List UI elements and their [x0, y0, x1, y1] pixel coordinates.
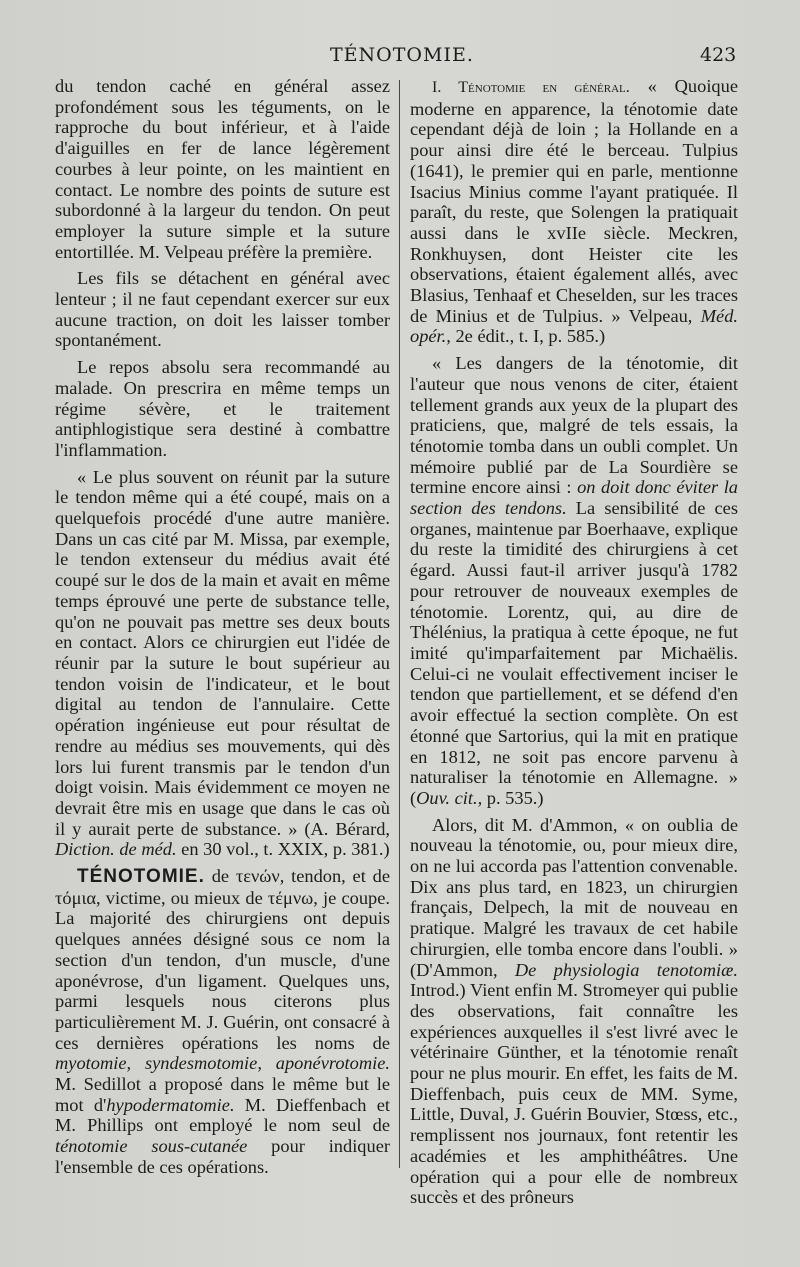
paragraph-text: « Les dangers de la ténotomie, dit l'auteur que nous venons de citer, étaient tellement grands aux yeux de la plupart des praticiens, que, malgré de tels essais, la ténotomie tomba dans un oubli complet. Un mémoire publié par de La Sourdière se termine encore ainsi : [410, 353, 738, 498]
paragraph-text: Introd.) Vient enfin M. Stromeyer qui publie des observations, fait connaître les expériences auxquelles il s'est livré avec le vétérinaire Günther, et la ténotomie renaît pour ne plus mourir. En effet, les faits de M. Dieffenbach, puis ceux de MM. Syme, Little, Duval, J. Guérin Bouvier, Stœss, etc., remplissent nos journaux, font retentir les académies et les amphithéâtres. Une opération qui a pour elle de nombreux succès et des prôneurs [410, 980, 738, 1208]
entry-term: ténotomie sous-cutanée [55, 1136, 248, 1157]
section-label: I. Ténotomie en général. [432, 79, 630, 96]
entry-terms: myotomie, syndesmotomie, aponévrotomie. [55, 1053, 390, 1074]
column-divider [399, 80, 400, 1168]
paragraph-text: « Quoique moderne en apparence, la ténotomie date cependant déjà de loin ; la Hollande en a pour ainsi dire été le berceau. Tulpius (1641), le premier qui en parle, mentionne Isacius Minius comme l'ayant pratiquée. Il paraît, du reste, que Solengen la pratiquait aussi dans le xvIIe siècle. Meckren, Ronkhuysen, dont Heister cite les observations, étaient également allés, avec Blasius, Tenhaaf et Cheselden, sur les traces de Minius et de Tulpius. » Velpeau, [410, 76, 738, 326]
running-head [0, 44, 800, 74]
entry-text: M. Sedillot a proposé dans le même but le mot d' [55, 1074, 390, 1115]
citation-title: Méd. opér., [410, 305, 738, 347]
citation-ref: p. 535.) [486, 787, 544, 808]
citation-ref: en 30 vol., t. XXIX, p. 381.) [181, 839, 390, 860]
right-column [410, 76, 738, 1214]
running-title: TÉNOTOMIE. [330, 44, 474, 66]
paragraph: du tendon caché en général assez profondément sous les téguments, on le rapproche du bout inférieur, et à l'aide d'aiguilles en fer de lance légèrement courbes à leur pointe, on les maintient en contact. Le nombre des points de suture est subordonné à la largeur du tendon. On peut employer la suture simple et la suture entortillée. M. Velpeau préfère la première. [55, 76, 390, 262]
paragraph [410, 815, 738, 1208]
citation-title: Ouv. cit., [416, 787, 483, 808]
citation-title: Diction. de méd. [55, 839, 177, 860]
paragraph [410, 353, 738, 808]
citation-title: De physiologia tenotomiæ. [514, 959, 738, 980]
left-column [55, 76, 390, 1184]
entry-text: pour indiquer l'ensemble de ces opérations. [55, 1136, 390, 1177]
paragraph: Les fils se détachent en général avec lenteur ; il ne faut cependant exercer sur eux aucune traction, on doit les laisser tomber spontanément. [55, 268, 390, 351]
entry-term: hypodermatomie. [106, 1094, 235, 1115]
paragraph-text: La sensibilité de ces organes, maintenue par Boerhaave, explique du reste la timidité des chirurgiens à cet égard. Aussi faut-il arriver jusqu'à 1782 pour retrouver de nouveaux exemples de ténotomie. Lorentz, qui, au dire de Thélénius, la pratiqua à cette époque, ne fut imité qu'imparfaitement par Michaëlis. Celui-ci ne voulait effectivement inciser le tendon que partiellement, et se défend d'en avoir effectué la section complète. On est étonné que Sartorius, qui la mit en pratique en 1812, ne soit pas encore parvenu à naturaliser la ténotomie en Allemagne. » ( [410, 498, 738, 808]
entry-text: de τενών, tendon, et de τόμια, victime, ou mieux de τέμνω, je coupe. La majorité des chirurgiens ont depuis quelques années désigné sous ce nom la section d'un tendon, d'un muscle, d'une aponévrose, d'un ligament. Quelques uns, parmi lesquels nous citerons plus particulièrement M. J. Guérin, ont consacré à ces dernières opérations les noms de [55, 866, 390, 1053]
entry-text: M. Dieffenbach et M. Phillips ont employé le nom seul de [55, 1094, 390, 1136]
entry-headword: TÉNOTOMIE. [77, 866, 205, 888]
dictionary-entry [55, 866, 390, 1178]
paragraph-text: « Le plus souvent on réunit par la suture le tendon même qui a été coupé, mais on a quelquefois procédé d'une autre manière. Dans un cas cité par M. Missa, par exemple, le tendon extenseur du médius avait été coupé sur le dos de la main et avait en même temps éprouvé une perte de substance telle, qu'on ne pouvait pas mettre ses deux bouts en contact. Alors ce chirurgien eut l'idée de réunir par la suture le bout supérieur au tendon voisin de l'indicateur, et le bout digital au tendon de l'annulaire. Cette opération ingénieuse eut pour résultat de rendre au médius ses mouvements, qui dès lors lui furent transmis par le tendon d'un doigt voisin. Mais évidemment ce moyen ne devrait être mis en usage que dans le cas où il y aurait perte de substance. » (A. Bérard, [55, 466, 390, 839]
paragraph-text: Alors, dit M. d'Ammon, « on oublia de nouveau la ténotomie, ou, pour mieux dire, on ne lui accorda pas l'attention convenable. Dix ans plus tard, en 1823, un chirurgien français, Delpech, la mit de nouveau en pratique. Malgré les travaux de cet habile chirurgien, elle tomba encore dans l'oubli. » (D'Ammon, [410, 814, 738, 980]
citation-ref: 2e édit., t. I, p. 585.) [455, 326, 606, 347]
quoted-phrase: on doit donc éviter la section des tendons. [410, 477, 739, 519]
paragraph [410, 76, 738, 347]
paragraph [55, 467, 390, 860]
paragraph: Le repos absolu sera recommandé au malade. On prescrira en même temps un régime sévère, et le traitement antiphlogistique sera destiné à combattre l'inflammation. [55, 357, 390, 460]
page-number: 423 [700, 44, 737, 66]
